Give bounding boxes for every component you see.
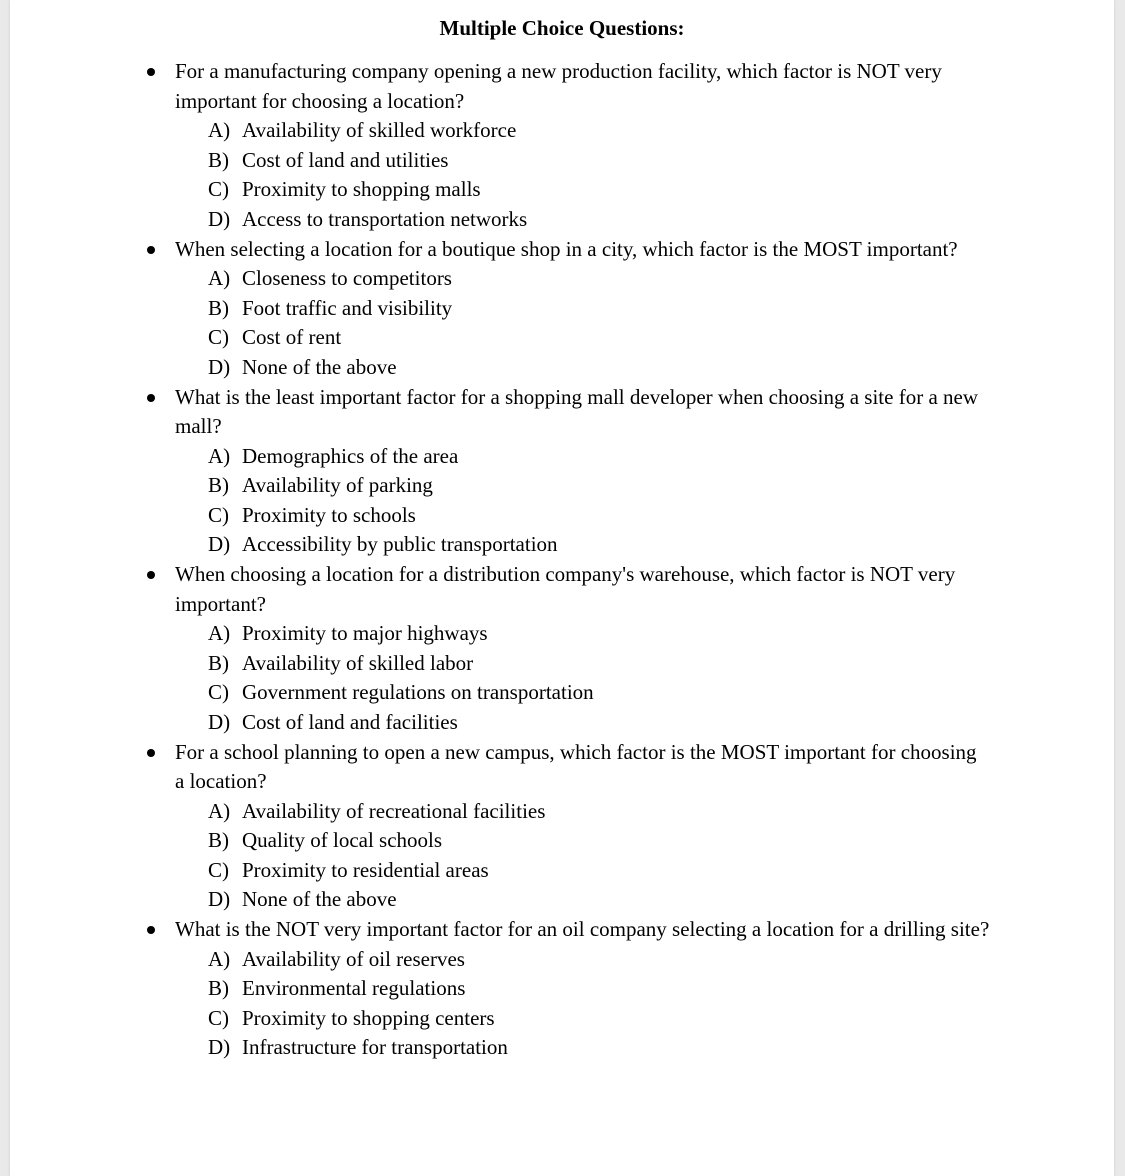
question-text: When selecting a location for a boutique shop in a city, which factor is the MOST important? [175, 236, 958, 261]
option-text: Closeness to competitors [242, 266, 452, 290]
option-letter: A) [208, 798, 231, 823]
option-d [208, 205, 990, 235]
option-c [208, 175, 990, 205]
option-c [208, 678, 990, 708]
option-letter: A) [208, 266, 231, 290]
document-page [10, 0, 1114, 1176]
option-letter: C) [208, 1005, 229, 1030]
option-c [208, 856, 990, 886]
option-text: Environmental regulations [242, 976, 466, 1000]
question-6 [175, 915, 990, 1063]
option-text: Access to transportation networks [242, 206, 528, 231]
option-text: Proximity to major highways [242, 621, 488, 645]
bullet-icon [147, 749, 155, 757]
option-list [175, 619, 990, 737]
question-5 [175, 738, 990, 915]
option-b [208, 826, 990, 856]
option-a [208, 116, 990, 146]
option-b [208, 974, 990, 1004]
option-letter: D) [208, 1035, 231, 1059]
option-text: None of the above [242, 887, 397, 911]
option-letter: B) [208, 976, 229, 1000]
question-2 [175, 235, 990, 383]
option-letter: D) [208, 206, 231, 231]
question-text: What is the NOT very important factor for an oil company selecting a location for a drilling site? [175, 917, 990, 941]
option-text: Availability of oil reserves [242, 946, 465, 971]
option-letter: D) [208, 532, 231, 556]
option-letter: B) [208, 295, 229, 320]
option-a [208, 442, 990, 472]
bullet-icon [147, 68, 155, 76]
option-text: Infrastructure for transportation [242, 1035, 508, 1059]
page-title: Multiple Choice Questions: [439, 16, 685, 40]
option-letter: B) [208, 473, 229, 497]
option-text: Proximity to shopping malls [242, 177, 481, 201]
bullet-icon [147, 394, 155, 402]
option-letter: A) [208, 621, 231, 645]
option-d [208, 530, 990, 560]
question-3 [175, 383, 990, 560]
option-c [208, 323, 990, 353]
question-text: For a school planning to open a new campus, which factor is the MOST important for choosing a location? [175, 739, 977, 793]
option-text: None of the above [242, 354, 397, 379]
option-list [175, 945, 990, 1063]
option-letter: A) [208, 946, 231, 971]
option-b [208, 649, 990, 679]
option-text: Cost of land and facilities [242, 709, 458, 734]
option-text: Availability of parking [242, 473, 433, 497]
option-b [208, 471, 990, 501]
option-list [175, 116, 990, 234]
bullet-icon [147, 246, 155, 254]
option-d [208, 1033, 990, 1063]
option-letter: C) [208, 680, 229, 704]
option-letter: A) [208, 443, 231, 468]
option-text: Cost of land and utilities [242, 147, 449, 172]
option-letter: D) [208, 709, 231, 734]
option-a [208, 619, 990, 649]
option-list [175, 264, 990, 382]
question-list [175, 57, 990, 1063]
option-text: Availability of skilled workforce [242, 118, 517, 142]
option-letter: C) [208, 502, 229, 527]
option-d [208, 708, 990, 738]
question-4 [175, 560, 990, 737]
option-text: Proximity to shopping centers [242, 1005, 495, 1030]
option-list [175, 442, 990, 560]
option-letter: B) [208, 828, 229, 852]
option-d [208, 885, 990, 915]
option-a [208, 797, 990, 827]
option-letter: D) [208, 887, 231, 911]
option-letter: C) [208, 325, 229, 349]
option-list [175, 797, 990, 915]
question-text: When choosing a location for a distribution company's warehouse, which factor is NOT very important? [175, 562, 956, 616]
option-b [208, 294, 990, 324]
option-text: Accessibility by public transportation [242, 532, 558, 556]
option-text: Government regulations on transportation [242, 680, 594, 704]
option-text: Cost of rent [242, 325, 342, 349]
question-1 [175, 57, 990, 234]
option-c [208, 1004, 990, 1034]
option-b [208, 146, 990, 176]
option-text: Foot traffic and visibility [242, 295, 453, 320]
option-a [208, 264, 990, 294]
option-text: Demographics of the area [242, 443, 459, 468]
option-a [208, 945, 990, 975]
option-c [208, 501, 990, 531]
option-letter: B) [208, 650, 229, 675]
option-text: Quality of local schools [242, 828, 443, 852]
bullet-icon [147, 571, 155, 579]
option-d [208, 353, 990, 383]
option-letter: A) [208, 118, 231, 142]
option-letter: C) [208, 177, 229, 201]
option-text: Availability of recreational facilities [242, 798, 546, 823]
option-letter: C) [208, 857, 229, 882]
bullet-icon [147, 926, 155, 934]
option-text: Proximity to schools [242, 502, 416, 527]
option-letter: D) [208, 354, 231, 379]
option-text: Proximity to residential areas [242, 857, 489, 882]
question-text: What is the least important factor for a shopping mall developer when choosing a site for a new mall? [175, 384, 979, 438]
question-text: For a manufacturing company opening a new production facility, which factor is NOT very important for choosing a location? [175, 59, 942, 113]
option-letter: B) [208, 147, 229, 172]
option-text: Availability of skilled labor [242, 650, 474, 675]
